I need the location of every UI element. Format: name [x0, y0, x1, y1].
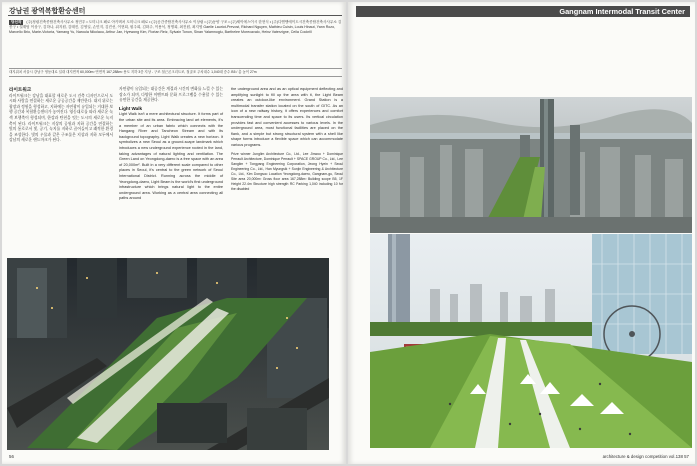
- english-body-continued: the underground area and as an optical equipment deflecting and amplifying sunlight to fill up the area with it, the Light Beam creates an outdoor-like environment. Grand Station is a multimodal transfer station located on the south of GITC. As an icon of a new railway history, it offers experiences and comfort transcending time and space to its users. Its vertical circulation provides fast and convenient accesses to various levels. In the underground area, most functional facilities are placed on the flank, and a simple but strong structural system with a shell like shape forms introduce a flexible space which can accommodate various programs.: [231, 87, 343, 147]
- aerial-city-rendering: [370, 97, 692, 233]
- aerial-night-rendering: [7, 258, 329, 450]
- korean-body-continued: 자연광이 유입되는 대공간은 계절과 시간의 변화를 느낄 수 있는 장소가 되며, 다양한 이벤트와 문화 프로그램을 수용할 수 있는 유연한 공간을 제공한다.: [119, 87, 223, 103]
- korean-text-column: [9, 87, 113, 144]
- header-rule: [8, 15, 342, 16]
- korean-body: 라이트워크는 강남을 대표할 새로운 도시 건축 디자인으로서 도시와 사람을 연결하는 새로운 공공공간을 제안한다. 대지 위로는 광장과 정원을 형성하고, 지하에는 자연광이 유입되는 거대한 보행 공간과 복합환승센터가 놓여진다. 영동대로를 따라 새로운 녹색 보행축이 형성되며, 한강과 탄천을 잇는 도시의 새로운 녹지축이 된다. 라이트워크는 지상의 공원과 지하 공간을 연결하는 빛의 통로로서 빛, 공기, 녹지를 지하로 끌어들이고 쾌적한 환경을 조성한다. 빛의 우물과 같은 구조물은 지상과 지하 모두에서 강남의 새로운 랜드마크가 된다.: [9, 93, 113, 143]
- page-number-left: 56: [9, 454, 14, 459]
- page-header-title: Gangnam Intermodal Transit Center: [559, 7, 685, 16]
- left-page: [2, 2, 346, 464]
- credit-block: [9, 20, 342, 36]
- right-page: [348, 2, 695, 464]
- english-text-column-2: [231, 87, 343, 192]
- english-body: Light Walk isn't a mere architectural structure. It forms part of the urban site and its area. Embracing land art elements, it's a member of an urban fabric which connects with the Hangang River and Tancheon Stream and with its background topography. Light Walk creates a new horizon. It symbolizes a new Seoul as a ground-scape landmark which introduces a new underground experience rooted in the land, taking advantages of natural lighting and ventilation. The Green Land on Yeongdong-daero is a free space with an area of 20,000m². Built in a very different scale compared to other places in Seoul, it's central to the green network of Seoul International District. Running across the middle of Yeongdong-daero, Light Beam is the world's first underground infrastructure which brings natural light to the entire underground area. Working as a central area connecting all paths around: [119, 112, 224, 201]
- section-title: 강남권 광역복합환승센터: [9, 8, 86, 15]
- english-heading: Light Walk: [119, 105, 143, 111]
- credit-text: (주)정림건축종합건축사사무소 정민우 • 도미니크 페로 아키텍처 도미니크 페로 • (주)공간종합건축사사무소 이상림 • (주)동양 구조 • (주)제이에스이시 한현식 • (주)디엔엔에이도시건축종합건축사사무소 김종구 • 설계팀 이상구, 김하나, 위지원, 김태진, 김영일, 손민지, 김진선, 이현희, 원주희, 김화주, 이용석, 정명희, 최진원, 최지영 Gaelle Lauriot-Prevost, Richard Nguyen, Mathieu Cuisin, Louis Hinaut, Yann Rozo, Marcello Brio, Marie-Victoria, Yamang Yu, Naroula Nikolaou, Arthur Jan, Hyewong Kim, Florian Reiz, Sylvain Tonon, Sinan Yalamnoglu, Barthelee Morecavalo, Heinz Vaterzigne, Ceila Cockrill: [9, 20, 342, 35]
- project-info: 대지위치 서울시 강남구 영동대로 일대 대지면적 60,000m² 연면적 167,288m² 용도 지하 3층 지상 - 구조 철근콘크리트조, 철골조 주차대수 1,040대 층수 B5 / 총 높이 27m: [9, 68, 342, 77]
- english-text-column: [119, 87, 223, 202]
- credits-block: Prize winner Junglim Architecture Co., Ltd., Lee Jinwoo + Dominique Perrault Architecture, Dominique Perrault + SPACE GROUP Co., Ltd., Lee Sanglim + Tongyang Engineering Corporation, Jeong Hyein + Seoul Engineering Co., Ltd., Han Myungsik + Sunjin Engineering & Architecture Co., Ltd., Kim Dongsoo Location Yeongdong-daero, Gangnam-gu, Seoul Site area 20,000m² Gross floor area 167,288m² Building scope B5, 1F Height 22.4m Structure high strength RC Parking 1,040 including 10 for the disabled: [231, 151, 343, 191]
- credit-tag: 당선작: [11, 20, 22, 24]
- page-footer-right: architecture & design competition vol.138 57: [602, 454, 689, 459]
- park-ground-rendering: [370, 234, 692, 448]
- korean-heading: 라이트워크: [9, 87, 32, 92]
